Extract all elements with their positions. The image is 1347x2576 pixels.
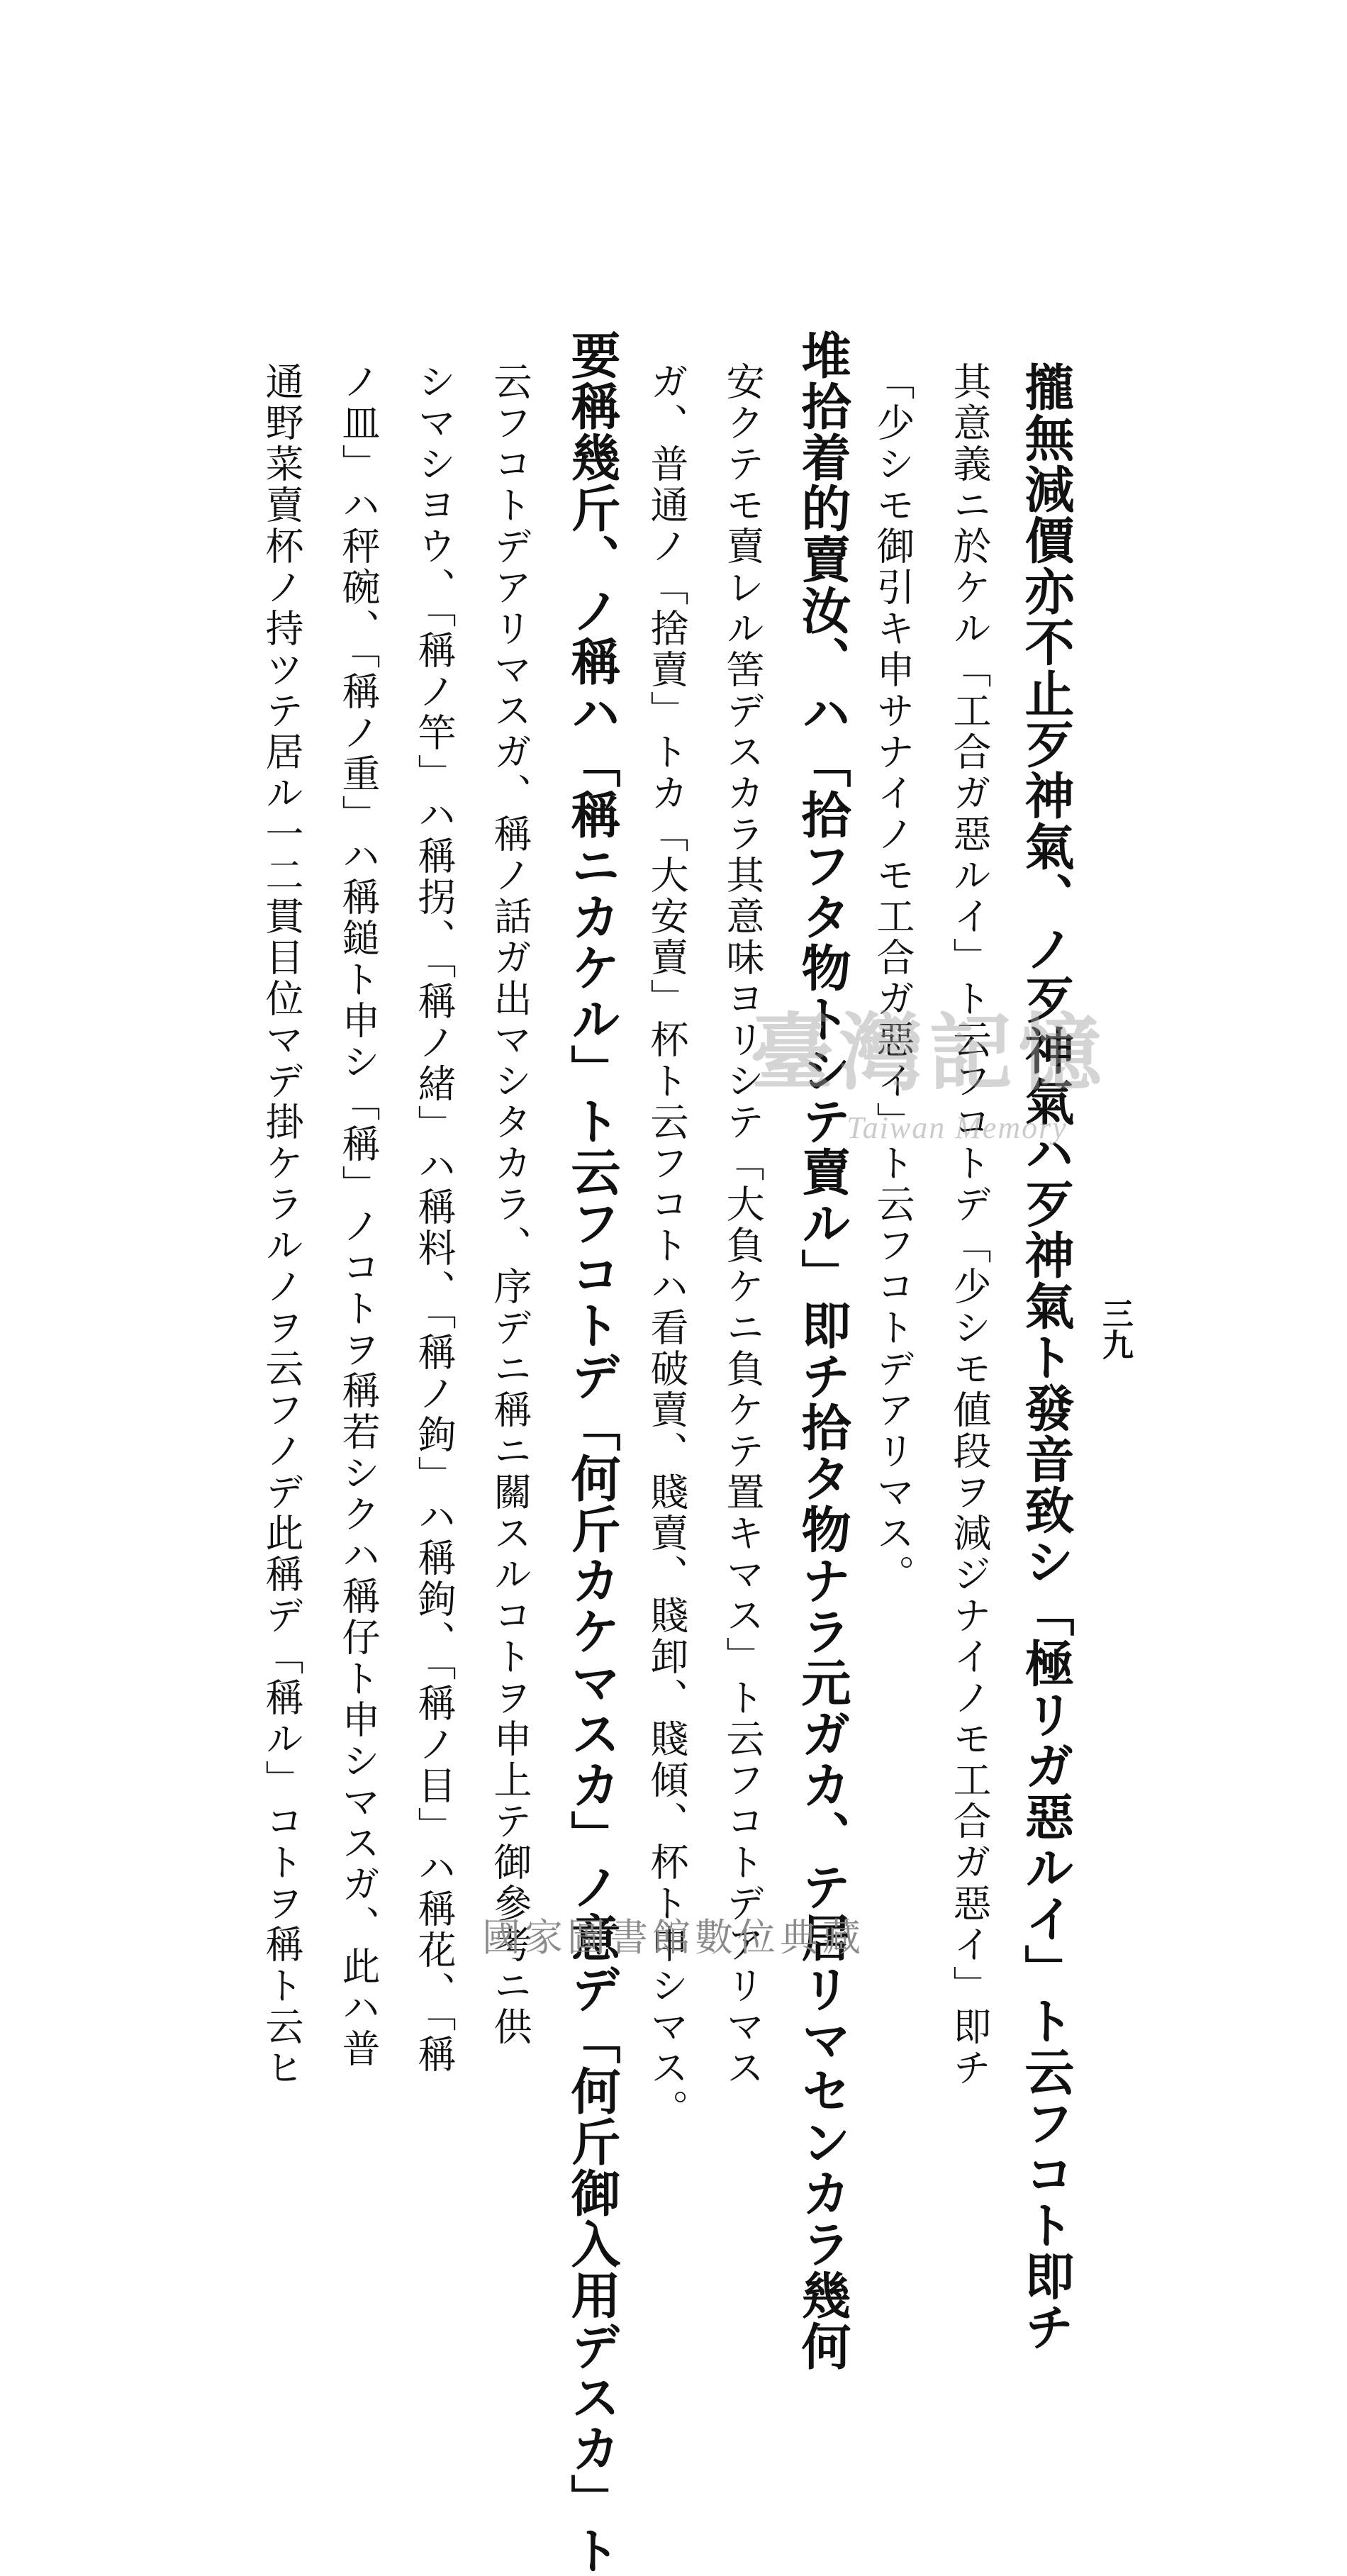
text-column-7: 要稱幾斤、ノ稱ハ「稱ニカケル」ト云フコトデ「何斤カケマスカ」ノ意デ「何斤御入用デスカ」ト [563, 330, 622, 2576]
text-column-8: 云フコトデアリマスガ、稱ノ話ガ出マシタカラ、序デニ稱ニ關スルコトヲ申上テ御參考ニ供 [488, 362, 532, 2048]
text-column-5: 安クテモ賣レル筈デスカラ其意味ヨリシテ「大負ケニ負ケテ置キマス」ト云フコトデアリマス [720, 362, 765, 2089]
text-column-3: 「少シモ御引キ申サナイノモ工合ガ惡イ」ト云フコトデアリマス。 [871, 362, 915, 1595]
text-column-9: シマシヨウ、「稱ノ竿」ハ稱拐、「稱ノ緒」ハ稱料、「稱ノ鉤」ハ稱鉤、「稱ノ目」ハ稱花、「稱 [412, 362, 457, 2075]
text-column-1: 攏無減價亦不止歹神氣、ノ歹神氣ハ歹神氣ト發音致シ「極リガ惡ルイ」ト云フコト即チ [1017, 362, 1075, 2353]
text-column-11: 通野菜賣杯ノ持ツテ居ル一二貫目位マデ掛ケラルノヲ云フノデ此稱デ「稱ル」コトヲ稱ト云ヒ [259, 362, 304, 2089]
text-column-6: ガ、普通ノ「捨賣」トカ「大安賣」杯ト云フコトハ看破賣、賤賣、賤卸、賤傾、杯ト申シマス。 [644, 362, 689, 2130]
text-column-10: ノ皿」ハ秤碗、「稱ノ重」ハ稱鎚ト申シ「稱」ノコトヲ稱若シクハ稱仔ト申シマスガ、此ハ普 [336, 362, 381, 2070]
footer-caption: 國家圖書館數位典藏 [482, 1915, 865, 1960]
text-column-4: 堆拾着的賣汝、ハ「拾フタ物トシテ賣ル」即チ拾タ物ナラ元ガカ、テ居リマセンカラ幾何 [793, 330, 852, 2372]
page-number: 三九 [1097, 1298, 1133, 1360]
watermark-subtitle: Taiwan Memory [846, 1110, 1068, 1145]
watermark-logo: 臺灣記憶 [749, 1003, 1107, 1102]
text-column-2: 其意義ニ於ケル「工合ガ惡ルイ」ト云フコトデ「少シモ値段ヲ減ジナイノモ工合ガ惡イ」即チ [947, 362, 992, 2089]
